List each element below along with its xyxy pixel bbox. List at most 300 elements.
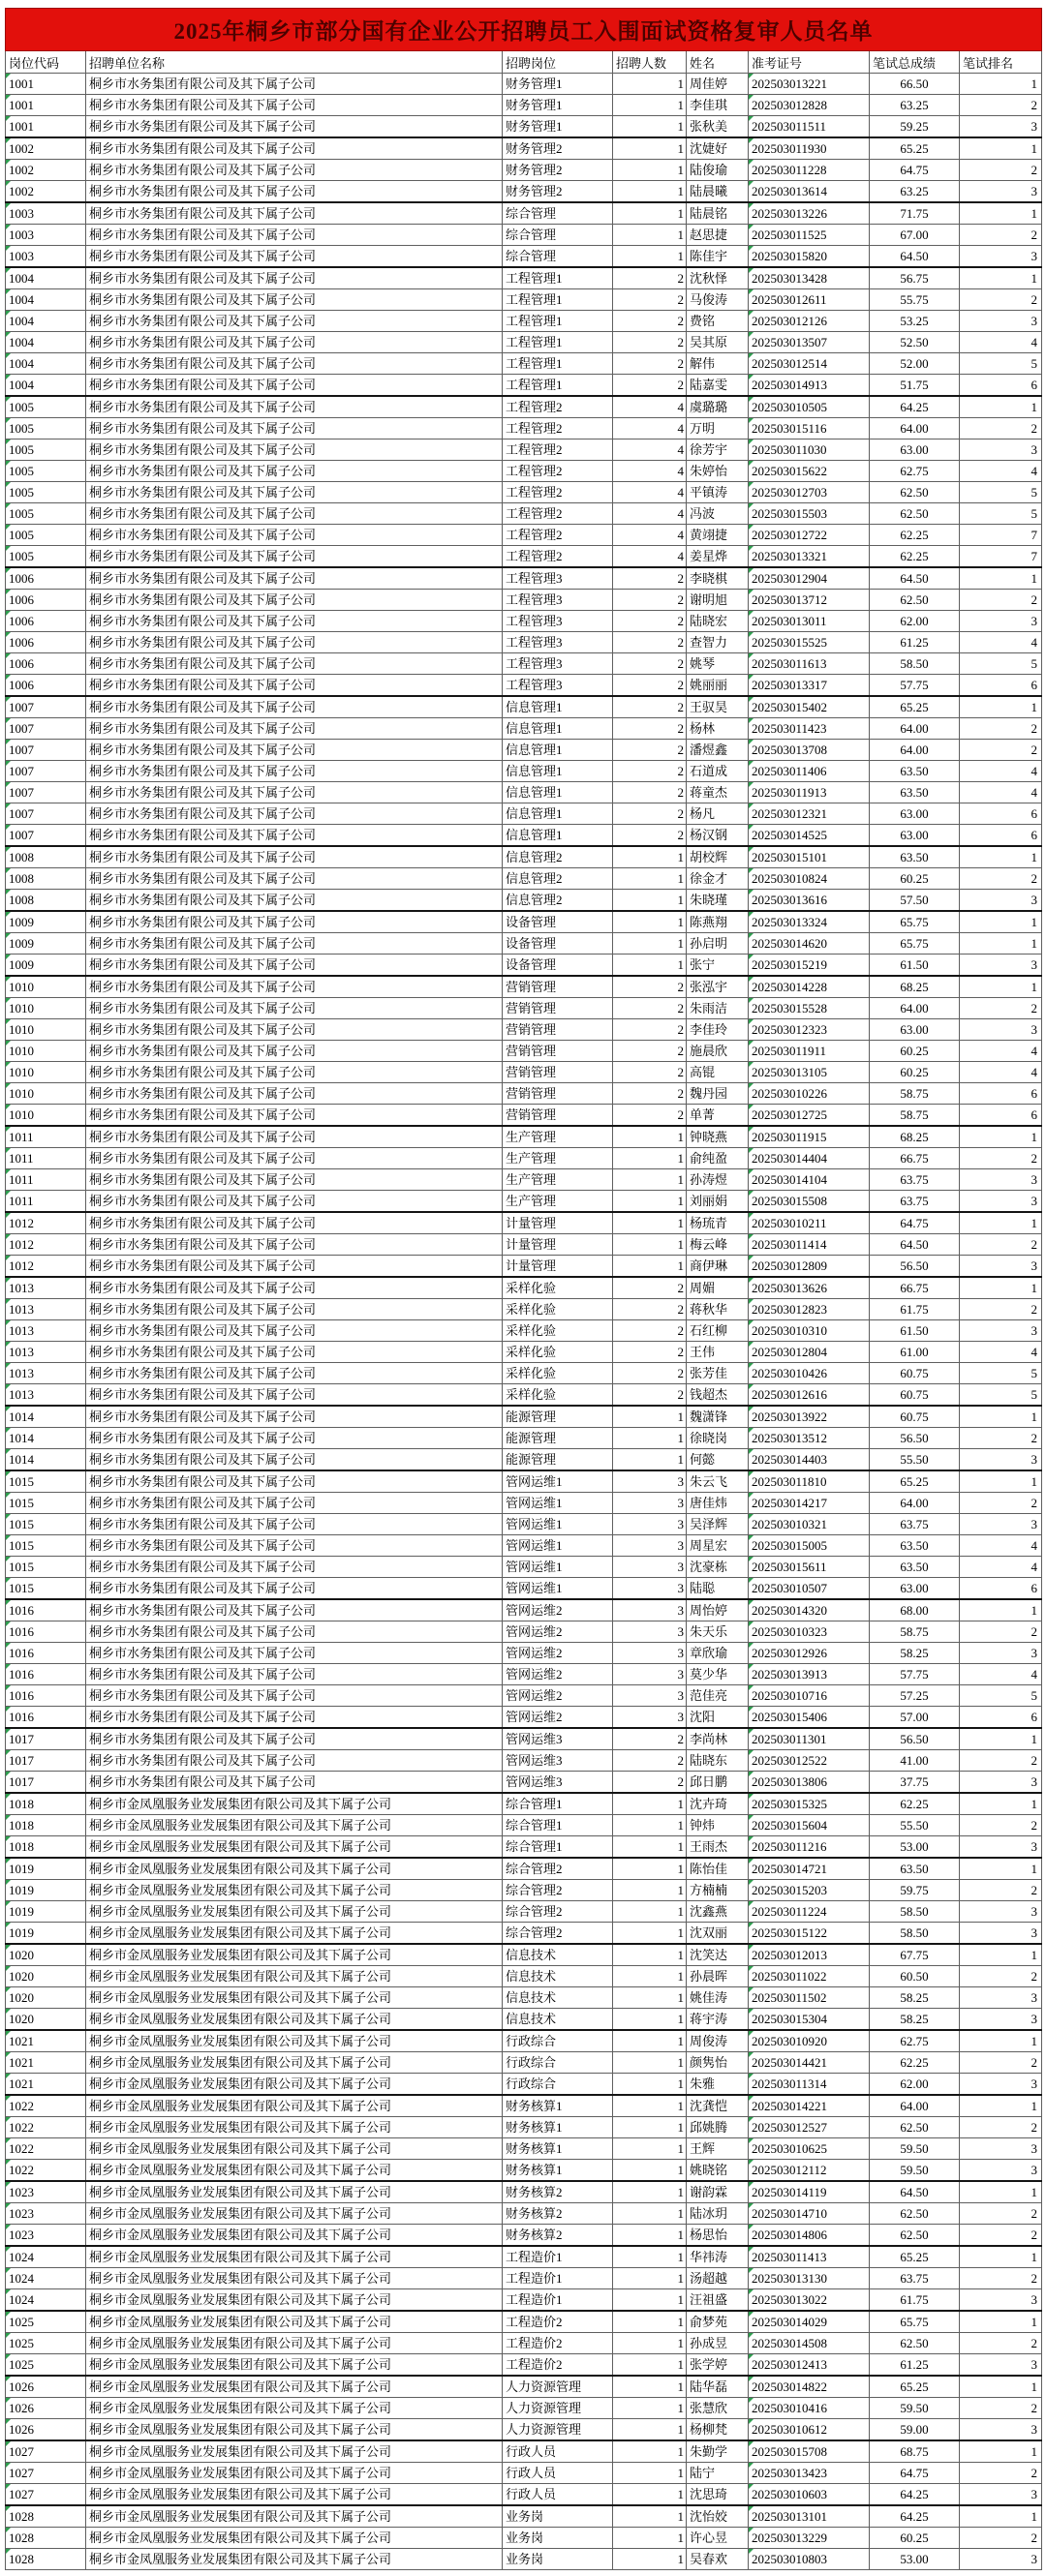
cell-ticket-no: 202503015604: [749, 1815, 870, 1836]
cell-score: 66.75: [870, 1148, 960, 1169]
cell-name: 蒋童杰: [687, 782, 749, 803]
cell-unit-name: 桐乡市水务集团有限公司及其下属子公司: [86, 1105, 503, 1127]
cell-position: 管网运维2: [503, 1599, 613, 1621]
cell-ticket-no: 202503012522: [749, 1750, 870, 1772]
cell-position-code: 1009: [6, 955, 86, 977]
cell-ticket-no: 202503010824: [749, 868, 870, 890]
table-row: [6, 2117, 1042, 2138]
cell-score: 65.25: [870, 2376, 960, 2398]
cell-ticket-no: 202503015101: [749, 846, 870, 868]
cell-position-code: 1001: [6, 95, 86, 116]
cell-position: 生产管理: [503, 1148, 613, 1169]
cell-unit-name: 桐乡市水务集团有限公司及其下属子公司: [86, 890, 503, 912]
cell-unit-name: 桐乡市金凤凰服务业发展集团有限公司及其下属子公司: [86, 2463, 503, 2484]
cell-ticket-no: 202503012809: [749, 1256, 870, 1278]
cell-rank: 4: [960, 1342, 1042, 1363]
table-row: [6, 74, 1042, 95]
cell-unit-name: 桐乡市水务集团有限公司及其下属子公司: [86, 1062, 503, 1083]
cell-score: 61.50: [870, 1320, 960, 1342]
table-row: [6, 396, 1042, 418]
cell-headcount: 3: [613, 1621, 687, 1643]
cell-position-code: 1008: [6, 868, 86, 890]
cell-unit-name: 桐乡市水务集团有限公司及其下属子公司: [86, 202, 503, 225]
cell-position: 工程管理3: [503, 590, 613, 611]
cell-score: 65.25: [870, 696, 960, 718]
cell-position-code: 1015: [6, 1535, 86, 1557]
cell-position: 管网运维1: [503, 1493, 613, 1514]
table-row: [6, 202, 1042, 225]
cell-headcount: 2: [613, 1019, 687, 1041]
cell-rank: 1: [960, 1599, 1042, 1621]
cell-name: 石红柳: [687, 1320, 749, 1342]
cell-unit-name: 桐乡市水务集团有限公司及其下属子公司: [86, 1320, 503, 1342]
cell-position-code: 1028: [6, 2505, 86, 2528]
cell-rank: 3: [960, 181, 1042, 203]
cell-position-code: 1024: [6, 2246, 86, 2268]
table-row: [6, 246, 1042, 268]
cell-name: 陈燕翔: [687, 911, 749, 933]
cell-rank: 1: [960, 2311, 1042, 2333]
cell-unit-name: 桐乡市水务集团有限公司及其下属子公司: [86, 868, 503, 890]
table-row: [6, 2398, 1042, 2419]
cell-headcount: 1: [613, 868, 687, 890]
cell-unit-name: 桐乡市水务集团有限公司及其下属子公司: [86, 396, 503, 418]
cell-score: 62.50: [870, 503, 960, 525]
cell-name: 黄翊捷: [687, 525, 749, 546]
cell-rank: 4: [960, 1664, 1042, 1685]
cell-position-code: 1026: [6, 2376, 86, 2398]
cell-headcount: 4: [613, 418, 687, 439]
cell-headcount: 1: [613, 2138, 687, 2160]
table-row: [6, 1169, 1042, 1191]
cell-position-code: 1012: [6, 1256, 86, 1278]
cell-position-code: 1021: [6, 2052, 86, 2074]
cell-ticket-no: 202503011414: [749, 1234, 870, 1256]
cell-headcount: 1: [613, 2311, 687, 2333]
cell-name: 徐金才: [687, 868, 749, 890]
cell-unit-name: 桐乡市金凤凰服务业发展集团有限公司及其下属子公司: [86, 1966, 503, 1987]
cell-ticket-no: 202503015525: [749, 632, 870, 653]
cell-score: 63.75: [870, 1169, 960, 1191]
cell-score: 51.75: [870, 375, 960, 397]
table-row: [6, 1083, 1042, 1105]
cell-name: 杨柳梵: [687, 2419, 749, 2441]
cell-ticket-no: 202503014403: [749, 1449, 870, 1471]
cell-name: 莫少华: [687, 1664, 749, 1685]
cell-ticket-no: 202503015402: [749, 696, 870, 718]
table-row: [6, 2225, 1042, 2247]
cell-position: 行政综合: [503, 2030, 613, 2052]
cell-name: 查智力: [687, 632, 749, 653]
cell-position: 生产管理: [503, 1169, 613, 1191]
cell-headcount: 1: [613, 1793, 687, 1815]
header-cell-headcount: 招聘人数: [613, 51, 687, 74]
cell-unit-name: 桐乡市水务集团有限公司及其下属子公司: [86, 933, 503, 955]
cell-name: 何懿: [687, 1449, 749, 1471]
cell-score: 60.75: [870, 1363, 960, 1384]
table-row: [6, 890, 1042, 912]
cell-position: 管网运维1: [503, 1557, 613, 1578]
cell-rank: 3: [960, 1514, 1042, 1535]
cell-ticket-no: 202503013423: [749, 2463, 870, 2484]
table-row: [6, 825, 1042, 847]
cell-headcount: 3: [613, 1557, 687, 1578]
cell-rank: 2: [960, 868, 1042, 890]
cell-position: 采样化验: [503, 1277, 613, 1299]
cell-ticket-no: 202503010211: [749, 1212, 870, 1234]
cell-position-code: 1007: [6, 740, 86, 761]
cell-headcount: 2: [613, 311, 687, 332]
cell-unit-name: 桐乡市水务集团有限公司及其下属子公司: [86, 1772, 503, 1794]
cell-score: 58.75: [870, 1083, 960, 1105]
cell-headcount: 4: [613, 546, 687, 568]
cell-rank: 2: [960, 1428, 1042, 1449]
cell-name: 潘煜鑫: [687, 740, 749, 761]
cell-score: 62.25: [870, 1793, 960, 1815]
cell-ticket-no: 202503015122: [749, 1923, 870, 1945]
cell-name: 邱姚腾: [687, 2117, 749, 2138]
table-row: [6, 2354, 1042, 2377]
cell-score: 59.50: [870, 2398, 960, 2419]
cell-name: 吴泽辉: [687, 1514, 749, 1535]
cell-position-code: 1021: [6, 2074, 86, 2096]
cell-position-code: 1005: [6, 503, 86, 525]
cell-position-code: 1004: [6, 267, 86, 289]
cell-name: 王雨杰: [687, 1836, 749, 1859]
table-row: [6, 2463, 1042, 2484]
cell-name: 陆宁: [687, 2463, 749, 2484]
cell-position-code: 1003: [6, 225, 86, 246]
cell-unit-name: 桐乡市水务集团有限公司及其下属子公司: [86, 590, 503, 611]
cell-score: 64.25: [870, 396, 960, 418]
cell-name: 陆俊瑜: [687, 160, 749, 181]
cell-position: 工程管理1: [503, 289, 613, 311]
cell-position-code: 1013: [6, 1384, 86, 1407]
cell-position: 人力资源管理: [503, 2398, 613, 2419]
cell-position: 综合管理2: [503, 1880, 613, 1901]
cell-unit-name: 桐乡市水务集团有限公司及其下属子公司: [86, 567, 503, 590]
cell-name: 沈怡姣: [687, 2505, 749, 2528]
table-row: [6, 2246, 1042, 2268]
cell-rank: 1: [960, 2095, 1042, 2117]
table-row: [6, 503, 1042, 525]
cell-name: 施晨欣: [687, 1041, 749, 1062]
cell-position-code: 1017: [6, 1772, 86, 1794]
cell-position: 设备管理: [503, 933, 613, 955]
table-row: [6, 2009, 1042, 2031]
cell-ticket-no: 202503011913: [749, 782, 870, 803]
cell-headcount: 1: [613, 116, 687, 138]
cell-rank: 7: [960, 546, 1042, 568]
table-row: [6, 1514, 1042, 1535]
cell-score: 64.25: [870, 2484, 960, 2506]
cell-position: 能源管理: [503, 1406, 613, 1428]
table-row: [6, 2181, 1042, 2203]
cell-position: 生产管理: [503, 1191, 613, 1213]
cell-unit-name: 桐乡市水务集团有限公司及其下属子公司: [86, 503, 503, 525]
table-row: [6, 1728, 1042, 1750]
cell-unit-name: 桐乡市金凤凰服务业发展集团有限公司及其下属子公司: [86, 1793, 503, 1815]
cell-position-code: 1001: [6, 116, 86, 138]
cell-ticket-no: 202503014404: [749, 1148, 870, 1169]
cell-headcount: 1: [613, 1815, 687, 1836]
cell-name: 陆晨铭: [687, 202, 749, 225]
cell-unit-name: 桐乡市水务集团有限公司及其下属子公司: [86, 675, 503, 697]
table-row: [6, 1643, 1042, 1664]
cell-headcount: 4: [613, 439, 687, 461]
cell-position-code: 1013: [6, 1299, 86, 1320]
cell-name: 张秋美: [687, 116, 749, 138]
cell-score: 63.25: [870, 181, 960, 203]
cell-ticket-no: 202503013614: [749, 181, 870, 203]
cell-score: 59.75: [870, 1880, 960, 1901]
cell-name: 魏潇锋: [687, 1406, 749, 1428]
cell-rank: 1: [960, 2181, 1042, 2203]
cell-position-code: 1019: [6, 1901, 86, 1923]
cell-ticket-no: 202503014508: [749, 2333, 870, 2354]
cell-ticket-no: 202503015611: [749, 1557, 870, 1578]
cell-unit-name: 桐乡市水务集团有限公司及其下属子公司: [86, 1621, 503, 1643]
cell-rank: 1: [960, 1793, 1042, 1815]
cell-ticket-no: 202503012616: [749, 1384, 870, 1407]
cell-score: 63.00: [870, 1578, 960, 1600]
cell-unit-name: 桐乡市水务集团有限公司及其下属子公司: [86, 525, 503, 546]
cell-rank: 1: [960, 567, 1042, 590]
table-row: [6, 1578, 1042, 1600]
cell-ticket-no: 202503011930: [749, 137, 870, 160]
cell-score: 56.50: [870, 1728, 960, 1750]
cell-rank: 5: [960, 1363, 1042, 1384]
cell-position-code: 1010: [6, 976, 86, 998]
cell-unit-name: 桐乡市金凤凰服务业发展集团有限公司及其下属子公司: [86, 2354, 503, 2377]
cell-score: 62.25: [870, 2052, 960, 2074]
cell-score: 63.50: [870, 1557, 960, 1578]
cell-position: 财务核算2: [503, 2181, 613, 2203]
cell-ticket-no: 202503010426: [749, 1363, 870, 1384]
cell-score: 63.00: [870, 803, 960, 825]
cell-name: 唐佳炜: [687, 1493, 749, 1514]
cell-headcount: 2: [613, 1363, 687, 1384]
table-row: [6, 95, 1042, 116]
table-row: [6, 1256, 1042, 1278]
cell-position-code: 1026: [6, 2419, 86, 2441]
cell-position-code: 1005: [6, 461, 86, 482]
cell-rank: 2: [960, 418, 1042, 439]
cell-score: 64.75: [870, 2463, 960, 2484]
cell-score: 56.50: [870, 1428, 960, 1449]
table-row: [6, 2440, 1042, 2463]
cell-headcount: 1: [613, 2549, 687, 2570]
cell-name: 孙启明: [687, 933, 749, 955]
cell-position-code: 1014: [6, 1428, 86, 1449]
cell-unit-name: 桐乡市水务集团有限公司及其下属子公司: [86, 955, 503, 977]
cell-ticket-no: 202503015116: [749, 418, 870, 439]
cell-position: 营销管理: [503, 998, 613, 1019]
cell-headcount: 1: [613, 2009, 687, 2031]
cell-name: 陈怡佳: [687, 1858, 749, 1880]
cell-rank: 2: [960, 1234, 1042, 1256]
cell-headcount: 3: [613, 1599, 687, 1621]
cell-position-code: 1007: [6, 696, 86, 718]
cell-position: 工程造价2: [503, 2354, 613, 2377]
cell-headcount: 1: [613, 1169, 687, 1191]
cell-headcount: 1: [613, 160, 687, 181]
cell-ticket-no: 202503012126: [749, 311, 870, 332]
cell-headcount: 3: [613, 1664, 687, 1685]
cell-score: 65.75: [870, 2311, 960, 2333]
cell-score: 61.75: [870, 2289, 960, 2312]
cell-score: 63.00: [870, 825, 960, 847]
cell-position-code: 1004: [6, 289, 86, 311]
table-row: [6, 2030, 1042, 2052]
cell-ticket-no: 202503011301: [749, 1728, 870, 1750]
cell-rank: 2: [960, 998, 1042, 1019]
cell-position: 财务管理1: [503, 74, 613, 95]
cell-rank: 6: [960, 675, 1042, 697]
cell-position: 设备管理: [503, 955, 613, 977]
cell-rank: 1: [960, 2030, 1042, 2052]
cell-ticket-no: 202503013229: [749, 2528, 870, 2549]
cell-position: 行政人员: [503, 2463, 613, 2484]
cell-headcount: 2: [613, 332, 687, 353]
cell-score: 65.75: [870, 911, 960, 933]
cell-ticket-no: 202503015508: [749, 1191, 870, 1213]
cell-position-code: 1006: [6, 653, 86, 675]
cell-unit-name: 桐乡市水务集团有限公司及其下属子公司: [86, 1428, 503, 1449]
cell-score: 53.00: [870, 1836, 960, 1859]
table-row: [6, 2505, 1042, 2528]
table-row: [6, 782, 1042, 803]
cell-ticket-no: 202503012514: [749, 353, 870, 375]
cell-position: 信息管理1: [503, 803, 613, 825]
cell-score: 58.50: [870, 1901, 960, 1923]
cell-position: 工程管理3: [503, 611, 613, 632]
table-row: [6, 375, 1042, 397]
cell-name: 颜隽怡: [687, 2052, 749, 2074]
cell-rank: 6: [960, 1105, 1042, 1127]
cell-ticket-no: 202503012013: [749, 1944, 870, 1966]
cell-headcount: 3: [613, 1707, 687, 1729]
cell-rank: 3: [960, 1987, 1042, 2009]
cell-score: 64.00: [870, 418, 960, 439]
cell-rank: 3: [960, 2419, 1042, 2441]
cell-ticket-no: 202503014525: [749, 825, 870, 847]
cell-rank: 3: [960, 439, 1042, 461]
cell-rank: 1: [960, 2505, 1042, 2528]
cell-position: 财务核算2: [503, 2203, 613, 2225]
cell-score: 68.25: [870, 1126, 960, 1148]
cell-headcount: 1: [613, 1212, 687, 1234]
cell-ticket-no: 202503012904: [749, 567, 870, 590]
cell-rank: 2: [960, 1966, 1042, 1987]
cell-position: 工程管理2: [503, 482, 613, 503]
cell-unit-name: 桐乡市金凤凰服务业发展集团有限公司及其下属子公司: [86, 1880, 503, 1901]
cell-position-code: 1023: [6, 2181, 86, 2203]
cell-headcount: 2: [613, 998, 687, 1019]
cell-score: 58.75: [870, 1621, 960, 1643]
cell-position-code: 1016: [6, 1685, 86, 1707]
table-row: [6, 439, 1042, 461]
cell-rank: 3: [960, 2138, 1042, 2160]
cell-name: 朱雨洁: [687, 998, 749, 1019]
table-row: [6, 1320, 1042, 1342]
cell-score: 52.00: [870, 353, 960, 375]
cell-name: 许心昱: [687, 2528, 749, 2549]
cell-ticket-no: 202503015406: [749, 1707, 870, 1729]
cell-unit-name: 桐乡市水务集团有限公司及其下属子公司: [86, 1750, 503, 1772]
cell-position: 管网运维3: [503, 1728, 613, 1750]
cell-position: 财务管理1: [503, 116, 613, 138]
cell-headcount: 2: [613, 1320, 687, 1342]
cell-headcount: 1: [613, 2203, 687, 2225]
cell-score: 58.25: [870, 2009, 960, 2031]
cell-score: 64.75: [870, 1212, 960, 1234]
cell-name: 徐晓岗: [687, 1428, 749, 1449]
cell-name: 杨林: [687, 718, 749, 740]
cell-score: 60.25: [870, 1041, 960, 1062]
cell-unit-name: 桐乡市金凤凰服务业发展集团有限公司及其下属子公司: [86, 1923, 503, 1945]
cell-unit-name: 桐乡市水务集团有限公司及其下属子公司: [86, 267, 503, 289]
cell-ticket-no: 202503013913: [749, 1664, 870, 1685]
cell-rank: 1: [960, 1212, 1042, 1234]
table-row: [6, 2484, 1042, 2506]
cell-score: 68.25: [870, 976, 960, 998]
cell-name: 钟炜: [687, 1815, 749, 1836]
cell-score: 58.50: [870, 1923, 960, 1945]
cell-ticket-no: 202503012611: [749, 289, 870, 311]
cell-ticket-no: 202503013226: [749, 202, 870, 225]
cell-position: 工程管理1: [503, 332, 613, 353]
cell-position-code: 1020: [6, 1987, 86, 2009]
cell-position-code: 1010: [6, 1105, 86, 1127]
cell-unit-name: 桐乡市水务集团有限公司及其下属子公司: [86, 1363, 503, 1384]
header-cell-unit-name: 招聘单位名称: [86, 51, 503, 74]
cell-position-code: 1022: [6, 2160, 86, 2182]
cell-position-code: 1024: [6, 2268, 86, 2289]
cell-position: 工程管理3: [503, 675, 613, 697]
cell-headcount: 1: [613, 74, 687, 95]
cell-name: 张宁: [687, 955, 749, 977]
cell-position-code: 1002: [6, 160, 86, 181]
cell-position: 设备管理: [503, 911, 613, 933]
cell-unit-name: 桐乡市水务集团有限公司及其下属子公司: [86, 1449, 503, 1471]
cell-position: 财务核算1: [503, 2117, 613, 2138]
cell-ticket-no: 202503013101: [749, 2505, 870, 2528]
cell-unit-name: 桐乡市水务集团有限公司及其下属子公司: [86, 1256, 503, 1278]
roster-table: [5, 8, 1042, 2570]
cell-unit-name: 桐乡市水务集团有限公司及其下属子公司: [86, 1169, 503, 1191]
cell-rank: 3: [960, 1643, 1042, 1664]
cell-position: 工程造价1: [503, 2289, 613, 2312]
cell-position-code: 1010: [6, 998, 86, 1019]
cell-score: 58.75: [870, 1105, 960, 1127]
cell-score: 68.75: [870, 2440, 960, 2463]
cell-name: 单菁: [687, 1105, 749, 1127]
cell-name: 朱晓瑾: [687, 890, 749, 912]
cell-name: 李尚林: [687, 1728, 749, 1750]
table-row: [6, 1470, 1042, 1493]
table-row: [6, 2528, 1042, 2549]
table-row: [6, 1449, 1042, 1471]
cell-headcount: 1: [613, 1901, 687, 1923]
cell-position-code: 1018: [6, 1815, 86, 1836]
cell-rank: 2: [960, 718, 1042, 740]
cell-ticket-no: 202503010505: [749, 396, 870, 418]
cell-rank: 3: [960, 1901, 1042, 1923]
cell-unit-name: 桐乡市水务集团有限公司及其下属子公司: [86, 1728, 503, 1750]
cell-position-code: 1020: [6, 1966, 86, 1987]
table-row: [6, 998, 1042, 1019]
